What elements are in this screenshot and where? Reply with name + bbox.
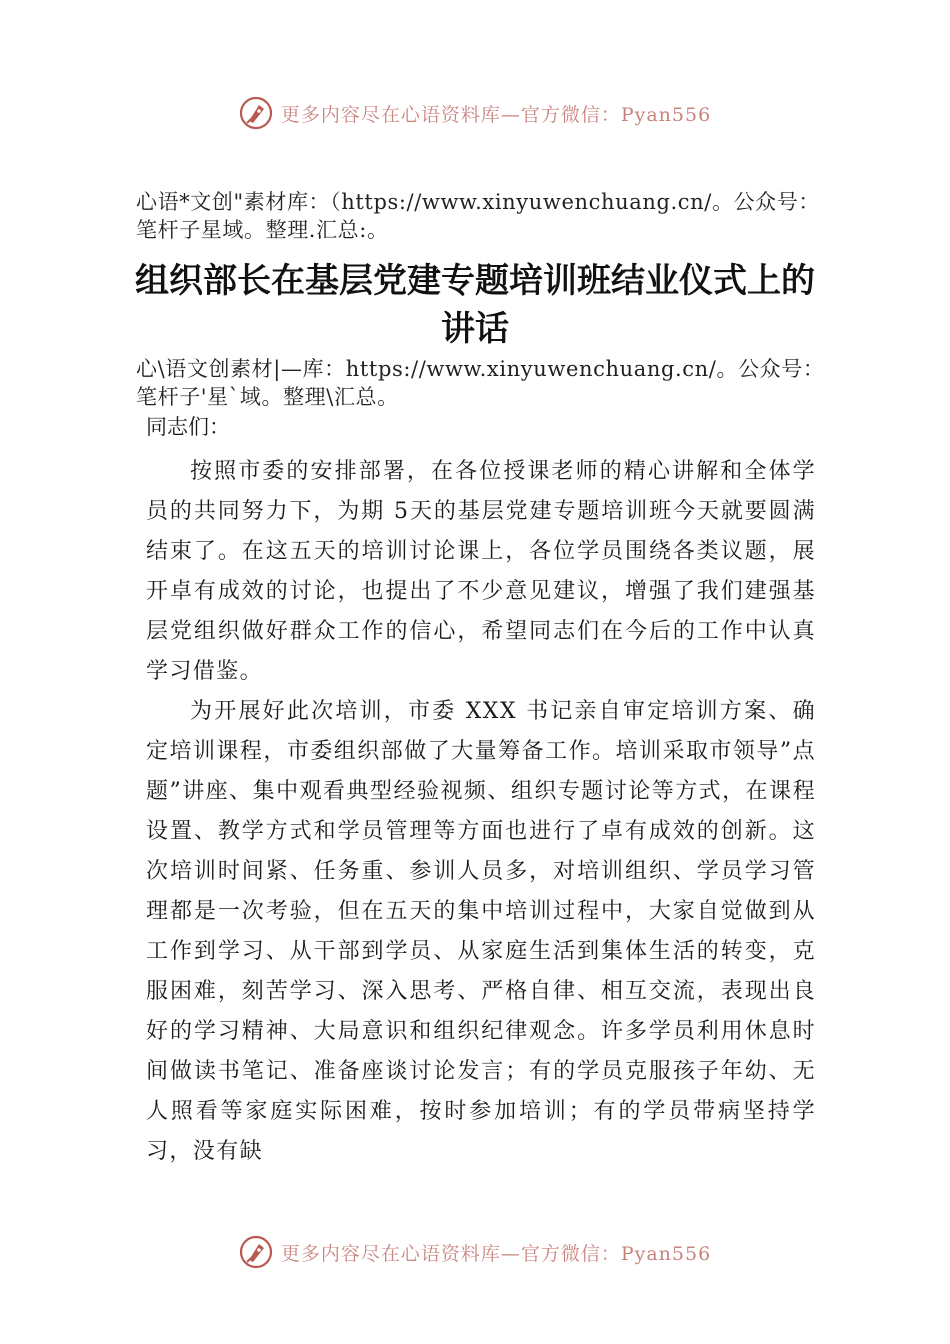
source-note-top: 心语*文创"素材库：（https://www.xinyuwenchuang.cn/。公众号：笔杆子星域。整理.汇总:。 <box>136 190 820 242</box>
pen-nib-logo-icon <box>239 1235 273 1269</box>
banner-text: 更多内容尽在心语资料库—官方微信：Pyan556 <box>280 103 712 126</box>
body-paragraph-2: 为开展好此次培训，市委 XXX 书记亲自审定培训方案、确定培训课程，市委组织部做了大量筹备工作。培训采取市领导”点题”讲座、集中观看典型经验视频、组织专题讨论等方式，在课程设置、教学方式和学员管理等方面也进行了卓有成效的创新。这次培训时间紧、任务重、参训人员多，对培训组织、学员学习管理都是一次考验，但在五天的集中培训过程中，大家自觉做到从工作到学习、从干部到学员、从家庭生活到集体生活的转变，克服困难，刻苦学习、深入思考、严格自律、相互交流，表现出良好的学习精神、大局意识和组织纪律观念。许多学员利用休息时间做读书笔记、准备座谈讨论发言；有的学员克服孩子年幼、无人照看等家庭实际困难，按时参加培训；有的学员带病坚持学习，没有缺 <box>146 699 816 1164</box>
source-note-under-title: 心\语文创素材|—库：https://www.xinyuwenchuang.cn/。公众号：笔杆子'星`域。整理\汇总。 <box>136 357 825 409</box>
header-banner <box>0 93 950 133</box>
salutation: 同志们： <box>146 415 230 439</box>
footer-banner <box>0 1232 950 1272</box>
document-body <box>146 452 816 1172</box>
body-paragraph-1: 按照市委的安排部署，在各位授课老师的精心讲解和全体学员的共同努力下，为期 5天的基层党建专题培训班今天就要圆满结束了。在这五天的培训讨论课上，各位学员围绕各类议题，展开卓有成效的讨论，也提出了不少意见建议，增强了我们建强基层党组织做好群众工作的信心，希望同志们在今后的工作中认真学习借鉴。 <box>146 459 816 684</box>
pen-nib-logo-icon <box>239 96 273 130</box>
banner-text: 更多内容尽在心语资料库—官方微信：Pyan556 <box>280 1242 712 1265</box>
document-title: 组织部长在基层党建专题培训班结业仪式上的讲话 <box>135 261 815 349</box>
